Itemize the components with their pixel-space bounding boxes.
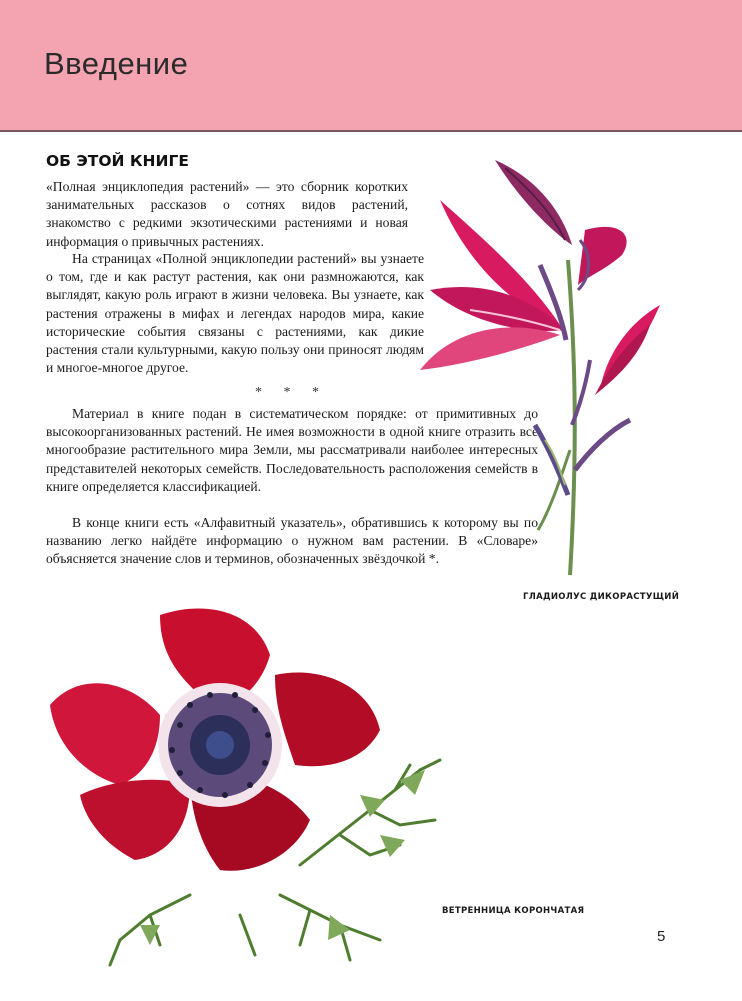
chapter-header (0, 0, 742, 132)
paragraph-index: В конце книги есть «Алфавитный указатель», обратившись к которому вы по названию легко найдёте информацию о нужном вам растении. В «Словаре» объясняется значение слов и терминов, обозначенных звёздочкой *. (46, 515, 538, 567)
paragraph-intro: «Полная энциклопедия растений» — это сборник коротких занимательных рассказов о сотнях видов растений, знакомство с редкими экзотическими растениями и новая информация о привычных растениях. (46, 179, 408, 249)
anemone-illustration (40, 595, 510, 990)
paragraph-about: На страницах «Полной энциклопедии растений» вы узнаете о том, где и как растут растения, как они размножаются, как выглядят, какую роль играют в жизни человека. Вы узнаете, как растения отражены в мифах и легендах народов мира, какие исторические события связаны с растениями, как дикие растения стали культурными, какую пользу они приносят людям и многое-многое другое. (46, 251, 424, 376)
page-number: 5 (657, 928, 666, 945)
anemone-caption: ВЕТРЕННИЦА КОРОНЧАТАЯ (442, 906, 585, 916)
paragraph-material: Материал в книге подан в систематическом порядке: от примитивных до высокоорганизованных растений. Не имея возможности в одной книге отразить всё многообразие растительного мира Земли, мы рассматривали наиболее интересных представителей некоторых семейств. Последовательность расположения семейств в книге определяется классификацией. (46, 406, 538, 494)
gladiolus-illustration (410, 150, 680, 590)
separator-stars: * * * (255, 385, 328, 400)
chapter-title: Введение (44, 46, 189, 81)
gladiolus-caption: ГЛАДИОЛУС ДИКОРАСТУЩИЙ (523, 592, 680, 602)
section-heading: ОБ ЭТОЙ КНИГЕ (46, 152, 189, 170)
